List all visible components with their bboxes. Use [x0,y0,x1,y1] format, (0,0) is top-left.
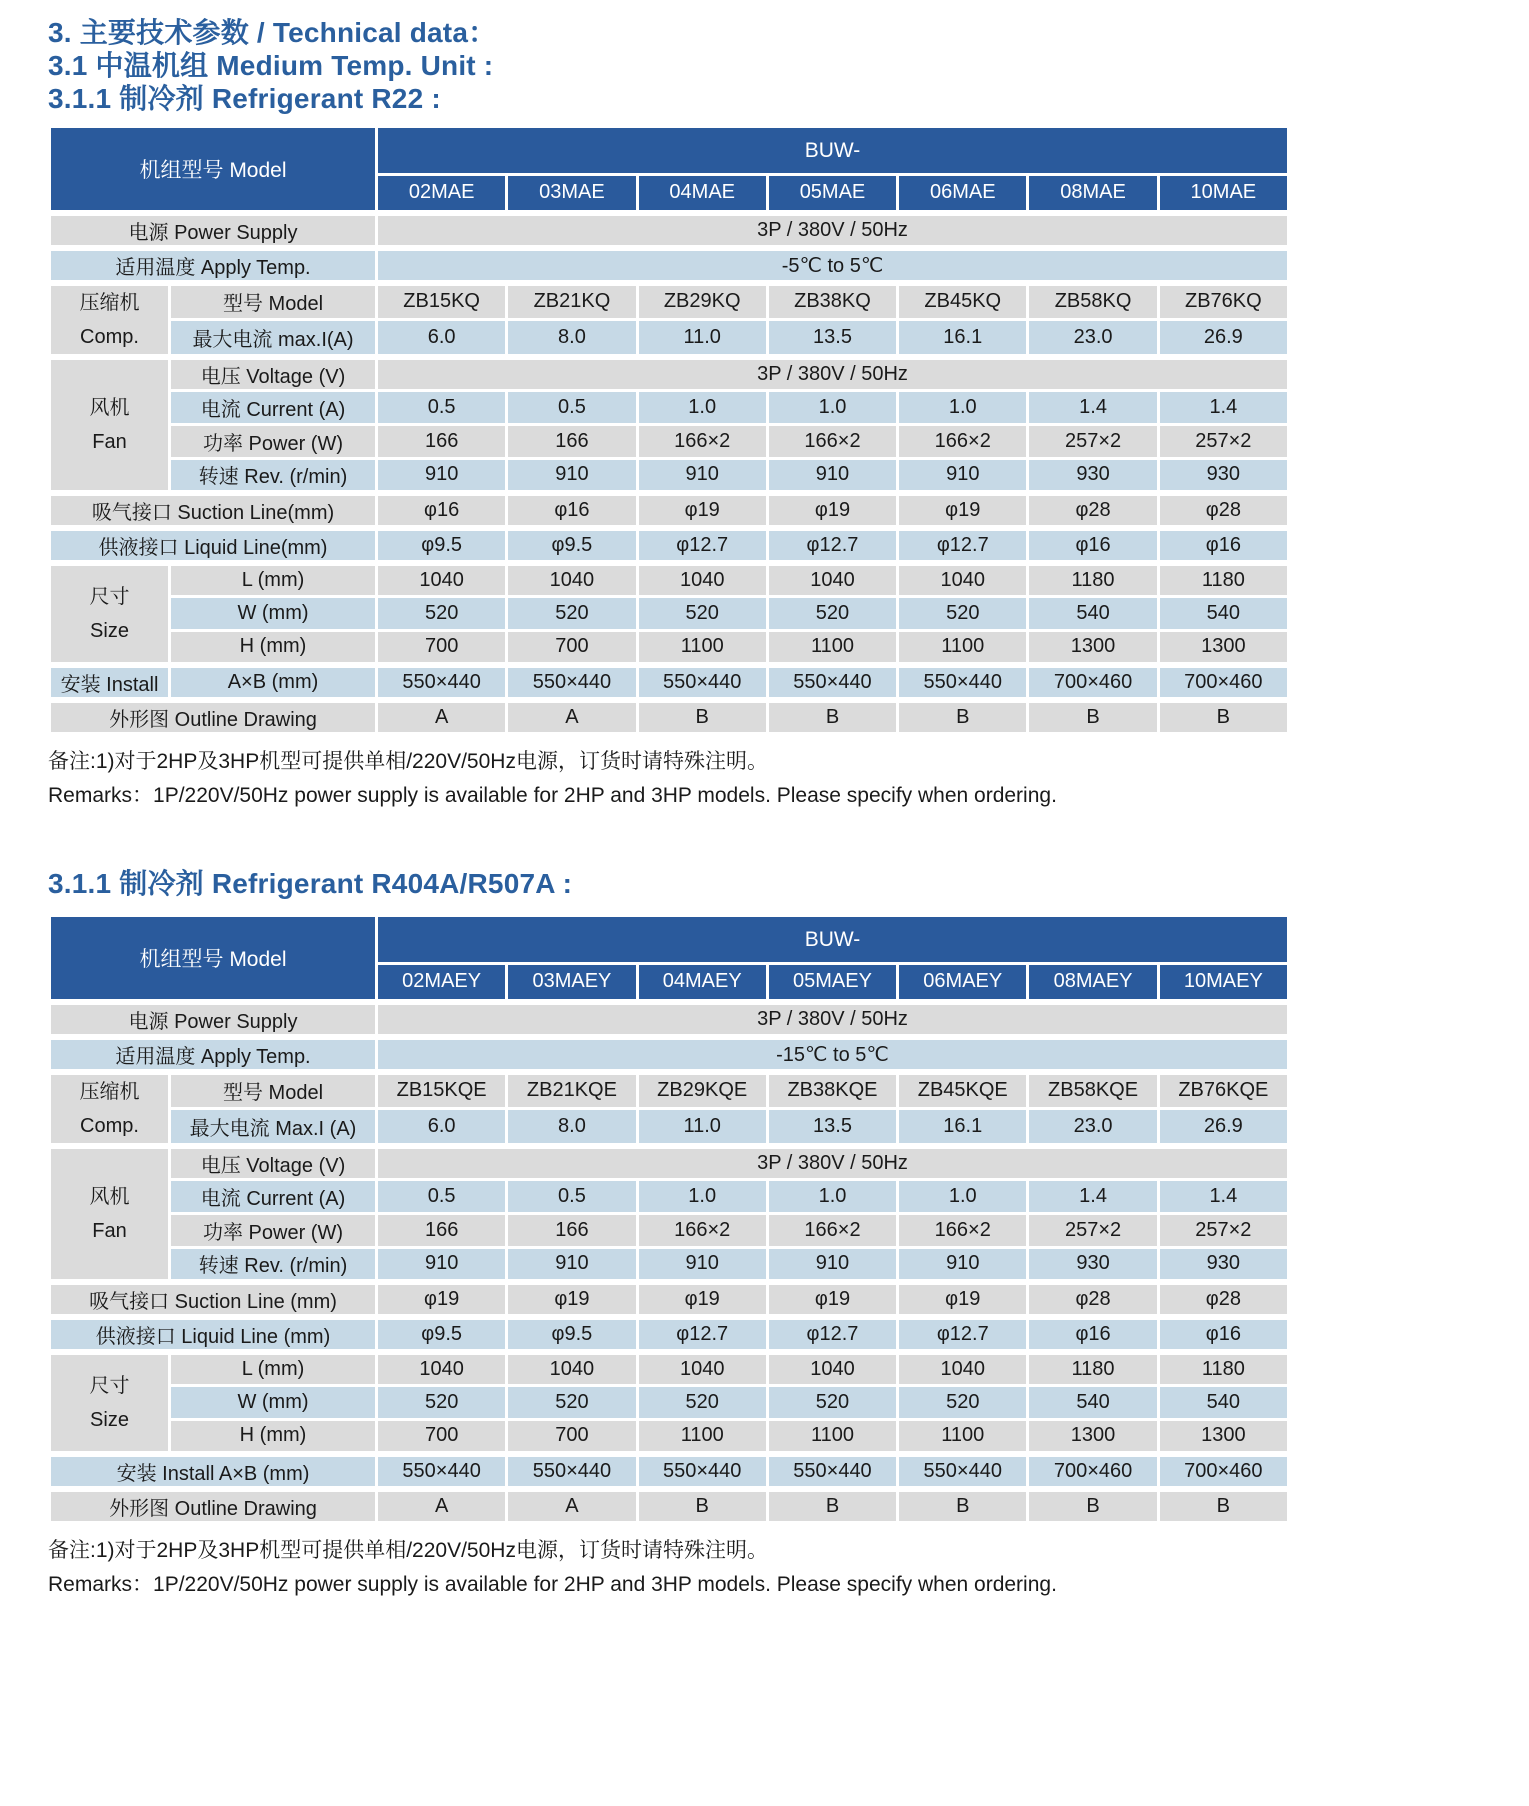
row-label: 型号 Model [170,1072,377,1109]
value-cell: B [1158,1489,1288,1523]
value-cell: 1100 [637,631,767,665]
value-cell: 550×440 [637,1454,767,1489]
value-cell: 540 [1028,597,1158,631]
value-cell: B [767,1489,897,1523]
merged-value-cell: -15℃ to 5℃ [377,1037,1289,1072]
value-cell: 910 [898,1248,1028,1282]
merged-value-cell: 3P / 380V / 50Hz [377,357,1289,391]
value-cell: 166 [507,425,637,459]
value-cell: 1100 [898,1420,1028,1454]
row-label: 外形图 Outline Drawing [50,1489,377,1523]
value-cell: 1.0 [637,391,767,425]
value-cell: 550×440 [767,1454,897,1489]
value-cell: A [377,700,507,734]
row-label: 转速 Rev. (r/min) [170,1248,377,1282]
value-cell: 1.0 [767,391,897,425]
row-group-label: 风机 Fan [50,1146,170,1282]
value-cell: 166×2 [637,425,767,459]
value-cell: 700×460 [1158,1454,1288,1489]
value-cell: 700×460 [1158,665,1288,700]
remark-cn-2: 备注:1)对于2HP及3HP机型可提供单相/220V/50Hz电源，订货时请特殊注明。 [48,1539,768,1562]
value-cell: 550×440 [377,665,507,700]
value-cell: A [507,700,637,734]
row-label: L (mm) [170,563,377,597]
value-cell: 1040 [507,1352,637,1386]
value-cell: φ28 [1028,1282,1158,1317]
value-cell: φ19 [898,1282,1028,1317]
value-cell: 1040 [898,563,1028,597]
row-label: 供液接口 Liquid Line(mm) [50,528,377,563]
value-cell: 1180 [1028,1352,1158,1386]
value-cell: 520 [767,597,897,631]
row-label: H (mm) [170,631,377,665]
value-cell: 520 [507,1386,637,1420]
value-cell: 1300 [1028,631,1158,665]
merged-value-cell: 3P / 380V / 50Hz [377,213,1289,248]
value-cell: 1180 [1158,563,1288,597]
value-cell: 550×440 [898,1454,1028,1489]
value-cell: 1040 [637,563,767,597]
column-header: 05MAE [767,175,897,213]
value-cell: 1040 [507,563,637,597]
value-cell: φ12.7 [898,1317,1028,1352]
series-header-cell: BUW- [377,916,1289,964]
value-cell: 166×2 [637,1214,767,1248]
row-group-label: 压缩机 Comp. [50,1072,170,1146]
value-cell: 1040 [377,1352,507,1386]
value-cell: 520 [767,1386,897,1420]
value-cell: φ19 [377,1282,507,1317]
value-cell: B [898,700,1028,734]
table-r22-container [48,125,1529,735]
value-cell: 520 [637,1386,767,1420]
row-label: 适用温度 Apply Temp. [50,248,377,283]
column-header: 06MAE [898,175,1028,213]
value-cell: 166 [507,1214,637,1248]
value-cell: φ19 [898,493,1028,528]
value-cell: 930 [1028,459,1158,493]
value-cell: A [377,1489,507,1523]
column-header: 02MAE [377,175,507,213]
value-cell: φ9.5 [377,1317,507,1352]
value-cell: ZB15KQE [377,1072,507,1109]
value-cell: 540 [1158,597,1288,631]
row-group-label: 压缩机 Comp. [50,283,170,357]
value-cell: φ19 [767,493,897,528]
row-group-label: 尺寸 Size [50,563,170,665]
row-label: 适用温度 Apply Temp. [50,1037,377,1072]
value-cell: 1.0 [898,391,1028,425]
value-cell: 1.4 [1028,1180,1158,1214]
row-label: A×B (mm) [170,665,377,700]
row-label: H (mm) [170,1420,377,1454]
value-cell: 6.0 [377,320,507,357]
value-cell: 1.0 [637,1180,767,1214]
value-cell: 550×440 [507,1454,637,1489]
value-cell: B [1028,700,1158,734]
value-cell: ZB38KQ [767,283,897,320]
remark-block-2 [48,1534,1529,1602]
value-cell: 550×440 [767,665,897,700]
value-cell: ZB45KQE [898,1072,1028,1109]
value-cell: ZB29KQE [637,1072,767,1109]
value-cell: 1.4 [1158,1180,1288,1214]
value-cell: 1040 [377,563,507,597]
value-cell: 910 [637,459,767,493]
row-label: 电流 Current (A) [170,1180,377,1214]
column-header: 02MAEY [377,964,507,1002]
value-cell: 700 [507,1420,637,1454]
column-header: 03MAE [507,175,637,213]
value-cell: 166×2 [898,1214,1028,1248]
series-header-cell: BUW- [377,127,1289,175]
row-label: 安装 Install [50,665,170,700]
value-cell: 1040 [637,1352,767,1386]
row-label: 功率 Power (W) [170,425,377,459]
row-label: 吸气接口 Suction Line(mm) [50,493,377,528]
value-cell: 13.5 [767,320,897,357]
value-cell: 8.0 [507,1109,637,1146]
model-header-cell: 机组型号 Model [50,127,377,213]
value-cell: 910 [377,459,507,493]
row-label: L (mm) [170,1352,377,1386]
value-cell: 930 [1158,1248,1288,1282]
value-cell: 13.5 [767,1109,897,1146]
value-cell: 1.0 [767,1180,897,1214]
column-header: 04MAE [637,175,767,213]
merged-value-cell: -5℃ to 5℃ [377,248,1289,283]
value-cell: 26.9 [1158,1109,1288,1146]
remark-en: Remarks：1P/220V/50Hz power supply is available for 2HP and 3HP models. Please specify when ordering. [48,784,1057,807]
value-cell: 1300 [1028,1420,1158,1454]
value-cell: 166×2 [898,425,1028,459]
value-cell: B [637,700,767,734]
value-cell: ZB76KQ [1158,283,1288,320]
row-label: 电源 Power Supply [50,1002,377,1037]
value-cell: 166 [377,425,507,459]
value-cell: 11.0 [637,1109,767,1146]
value-cell: 1100 [898,631,1028,665]
value-cell: φ16 [1158,1317,1288,1352]
value-cell: 1040 [898,1352,1028,1386]
value-cell: 910 [377,1248,507,1282]
value-cell: 910 [507,1248,637,1282]
value-cell: 8.0 [507,320,637,357]
column-header: 10MAE [1158,175,1288,213]
value-cell: φ28 [1158,1282,1288,1317]
row-label: 电压 Voltage (V) [170,1146,377,1180]
value-cell: 1100 [767,631,897,665]
value-cell: 520 [377,597,507,631]
row-label: W (mm) [170,597,377,631]
value-cell: 1300 [1158,1420,1288,1454]
value-cell: 700 [377,1420,507,1454]
value-cell: φ12.7 [637,1317,767,1352]
row-label: 功率 Power (W) [170,1214,377,1248]
value-cell: ZB21KQ [507,283,637,320]
remark-en-2: Remarks：1P/220V/50Hz power supply is available for 2HP and 3HP models. Please specify when ordering. [48,1573,1057,1596]
value-cell: φ9.5 [377,528,507,563]
row-label: 型号 Model [170,283,377,320]
value-cell: 520 [898,597,1028,631]
value-cell: φ12.7 [767,1317,897,1352]
row-label: 最大电流 max.I(A) [170,320,377,357]
merged-value-cell: 3P / 380V / 50Hz [377,1146,1289,1180]
value-cell: 16.1 [898,320,1028,357]
row-label: 电源 Power Supply [50,213,377,248]
subsection-title-r22: 3.1.1 制冷剂 Refrigerant R22 : [48,83,441,114]
value-cell: 1.4 [1028,391,1158,425]
value-cell: ZB76KQE [1158,1072,1288,1109]
value-cell: 930 [1028,1248,1158,1282]
value-cell: φ19 [637,1282,767,1317]
value-cell: 0.5 [377,1180,507,1214]
value-cell: ZB45KQ [898,283,1028,320]
value-cell: 910 [767,1248,897,1282]
value-cell: 910 [637,1248,767,1282]
value-cell: φ12.7 [767,528,897,563]
value-cell: 6.0 [377,1109,507,1146]
value-cell: 930 [1158,459,1288,493]
value-cell: 1040 [767,563,897,597]
column-header: 08MAEY [1028,964,1158,1002]
value-cell: 257×2 [1158,1214,1288,1248]
value-cell: 0.5 [507,1180,637,1214]
value-cell: B [898,1489,1028,1523]
value-cell: φ9.5 [507,528,637,563]
value-cell: 1180 [1158,1352,1288,1386]
value-cell: ZB21KQE [507,1072,637,1109]
merged-value-cell: 3P / 380V / 50Hz [377,1002,1289,1037]
subsection-title-medium-temp: 3.1 中温机组 Medium Temp. Unit : [48,50,494,81]
row-group-label: 风机 Fan [50,357,170,493]
column-header: 03MAEY [507,964,637,1002]
value-cell: 540 [1158,1386,1288,1420]
value-cell: 700×460 [1028,665,1158,700]
value-cell: ZB58KQE [1028,1072,1158,1109]
value-cell: 550×440 [507,665,637,700]
value-cell: 910 [507,459,637,493]
table-r404a-container [48,914,1529,1524]
row-label: 电压 Voltage (V) [170,357,377,391]
value-cell: 0.5 [507,391,637,425]
value-cell: 26.9 [1158,320,1288,357]
value-cell: 700×460 [1028,1454,1158,1489]
column-header: 08MAE [1028,175,1158,213]
value-cell: φ19 [637,493,767,528]
value-cell: 1100 [637,1420,767,1454]
value-cell: φ28 [1028,493,1158,528]
value-cell: φ16 [507,493,637,528]
value-cell: 166×2 [767,425,897,459]
value-cell: ZB38KQE [767,1072,897,1109]
value-cell: φ12.7 [898,528,1028,563]
value-cell: 1300 [1158,631,1288,665]
row-label: 外形图 Outline Drawing [50,700,377,734]
value-cell: 540 [1028,1386,1158,1420]
value-cell: φ16 [1158,528,1288,563]
subsection-title-r404a: 3.1.1 制冷剂 Refrigerant R404A/R507A : [48,868,573,899]
value-cell: ZB15KQ [377,283,507,320]
model-header-cell: 机组型号 Model [50,916,377,1002]
value-cell: 910 [767,459,897,493]
value-cell: 550×440 [898,665,1028,700]
value-cell: 1.0 [898,1180,1028,1214]
value-cell: B [1158,700,1288,734]
value-cell: 520 [637,597,767,631]
column-header: 10MAEY [1158,964,1288,1002]
value-cell: 166×2 [767,1214,897,1248]
value-cell: 23.0 [1028,1109,1158,1146]
value-cell: 550×440 [637,665,767,700]
value-cell: 11.0 [637,320,767,357]
value-cell: ZB58KQ [1028,283,1158,320]
row-label: 吸气接口 Suction Line (mm) [50,1282,377,1317]
value-cell: φ16 [1028,528,1158,563]
column-header: 05MAEY [767,964,897,1002]
page-title: 3. 主要技术参数 / Technical data： [48,17,497,48]
value-cell: 16.1 [898,1109,1028,1146]
column-header: 06MAEY [898,964,1028,1002]
section-titles [48,16,1529,115]
row-label: W (mm) [170,1386,377,1420]
row-label: 安装 Install A×B (mm) [50,1454,377,1489]
value-cell: B [767,700,897,734]
row-label: 最大电流 Max.I (A) [170,1109,377,1146]
value-cell: 0.5 [377,391,507,425]
value-cell: 257×2 [1158,425,1288,459]
value-cell: φ19 [767,1282,897,1317]
row-group-label: 尺寸 Size [50,1352,170,1454]
value-cell: 700 [507,631,637,665]
value-cell: φ12.7 [637,528,767,563]
row-label: 电流 Current (A) [170,391,377,425]
value-cell: 1040 [767,1352,897,1386]
value-cell: ZB29KQ [637,283,767,320]
value-cell: 700 [377,631,507,665]
value-cell: φ9.5 [507,1317,637,1352]
value-cell: φ28 [1158,493,1288,528]
value-cell: 257×2 [1028,425,1158,459]
value-cell: B [1028,1489,1158,1523]
value-cell: 23.0 [1028,320,1158,357]
remark-cn: 备注:1)对于2HP及3HP机型可提供单相/220V/50Hz电源，订货时请特殊注明。 [48,750,768,773]
value-cell: 520 [898,1386,1028,1420]
value-cell: 520 [377,1386,507,1420]
value-cell: 1100 [767,1420,897,1454]
value-cell: φ19 [507,1282,637,1317]
value-cell: 550×440 [377,1454,507,1489]
value-cell: 910 [898,459,1028,493]
value-cell: B [637,1489,767,1523]
column-header: 04MAEY [637,964,767,1002]
value-cell: 166 [377,1214,507,1248]
value-cell: φ16 [1028,1317,1158,1352]
value-cell: 520 [507,597,637,631]
value-cell: φ16 [377,493,507,528]
remark-block-1 [48,745,1529,813]
spec-table-r404a [48,914,1290,1524]
value-cell: 1180 [1028,563,1158,597]
value-cell: 1.4 [1158,391,1288,425]
value-cell: A [507,1489,637,1523]
row-label: 转速 Rev. (r/min) [170,459,377,493]
row-label: 供液接口 Liquid Line (mm) [50,1317,377,1352]
spec-table-r22 [48,125,1290,735]
value-cell: 257×2 [1028,1214,1158,1248]
